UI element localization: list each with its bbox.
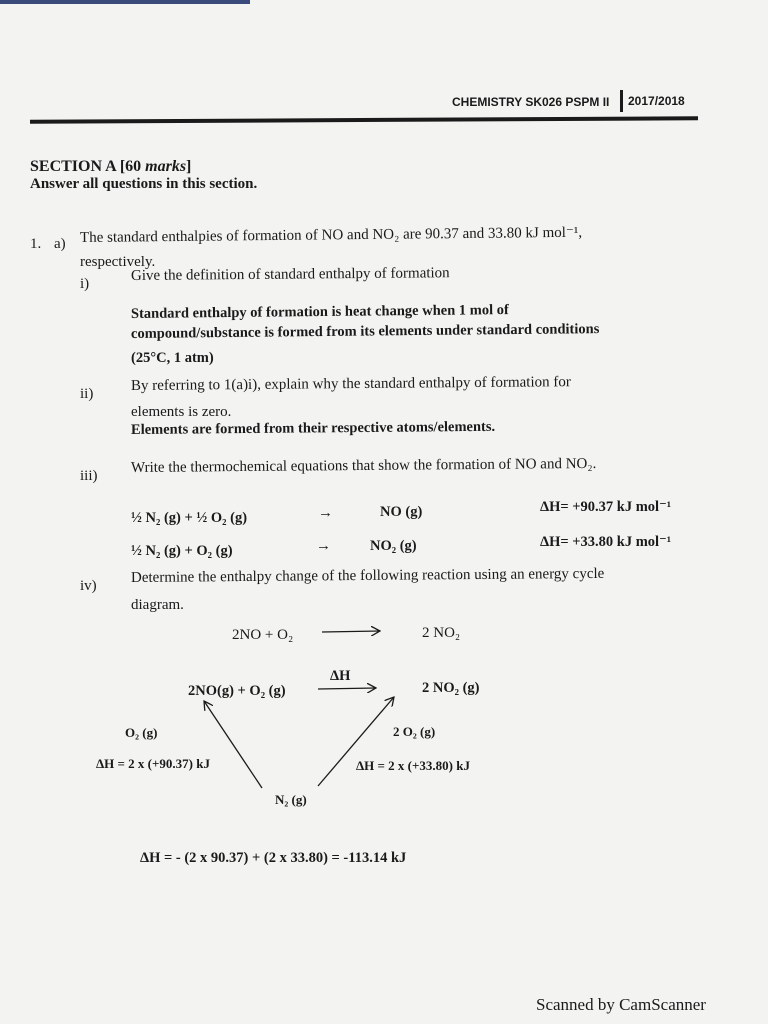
cycle-left-o2: O₂ (g) <box>125 725 158 740</box>
question-intro-cont: respectively. <box>80 254 156 270</box>
cycle-right-arrow <box>318 697 394 786</box>
cycle-right-dh: ΔH = 2 x (+33.80) kJ <box>356 758 470 773</box>
reaction-left: 2NO + O₂ <box>232 627 294 643</box>
sub-label-iv: iv) <box>80 578 97 594</box>
eq1-product: NO (g) <box>380 504 423 520</box>
cycle-dh-arrow <box>318 688 376 689</box>
question-part: a) <box>54 236 66 252</box>
sub-i-prompt: Give the definition of standard enthalpy of formation <box>130 265 450 284</box>
sub-ii-prompt-1: By referring to 1(a)i), explain why the standard enthalpy of formation for <box>130 374 571 394</box>
sub-ii-answer: Elements are formed from their respective atoms/elements. <box>130 418 496 438</box>
question-number: 1. <box>30 236 42 252</box>
cycle-top-left: 2NO(g) + O₂ (g) <box>188 683 286 699</box>
sub-iv-prompt-2: diagram. <box>131 597 184 613</box>
sub-label-ii: ii) <box>80 386 94 402</box>
sub-iii-prompt: Write the thermochemical equations that show the formation of NO and NO₂. <box>130 455 597 476</box>
sub-i-answer-2: compound/substance is formed from its elements under standard conditions <box>130 321 600 342</box>
eq2-enthalpy: ΔH= +33.80 kJ mol⁻¹ <box>540 534 672 550</box>
sub-label-i: i) <box>80 276 90 292</box>
cycle-dh-label: ΔH <box>330 668 351 684</box>
reaction-right: 2 NO₂ <box>422 625 461 641</box>
question-intro: The standard enthalpies of formation of NO and NO₂ are 90.37 and 33.80 kJ mol⁻¹, <box>79 224 583 246</box>
eq2-product: NO₂ (g) <box>370 538 417 554</box>
eq1-enthalpy: ΔH= +90.37 kJ mol⁻¹ <box>540 499 672 515</box>
final-enthalpy-answer: ΔH = - (2 x 90.37) + (2 x 33.80) = -113.14 kJ <box>140 850 407 866</box>
sub-iv-prompt-1: Determine the enthalpy change of the following reaction using an energy cycle <box>130 565 605 586</box>
cycle-left-dh: ΔH = 2 x (+90.37) kJ <box>96 756 210 771</box>
section-title: SECTION A [60 marks] <box>30 158 192 175</box>
cycle-right-o2: 2 O₂ (g) <box>393 724 436 739</box>
eq2-arrow: → <box>316 538 331 554</box>
sub-i-answer-1: Standard enthalpy of formation is heat change when 1 mol of <box>130 302 509 322</box>
cycle-left-arrow <box>204 701 262 788</box>
session-header: 2017/2018 <box>628 94 685 108</box>
cycle-top-right: 2 NO₂ (g) <box>422 680 480 696</box>
scanner-watermark: Scanned by CamScanner <box>536 995 706 1014</box>
eq2-reactants: ½ N₂ (g) + O₂ (g) <box>131 543 233 559</box>
course-header: CHEMISTRY SK026 PSPM II <box>452 95 610 109</box>
sub-i-answer-3: (25°C, 1 atm) <box>131 350 214 366</box>
sub-ii-prompt-2: elements is zero. <box>131 404 232 420</box>
eq1-arrow: → <box>318 505 333 521</box>
eq1-reactants: ½ N₂ (g) + ½ O₂ (g) <box>131 510 248 526</box>
sub-label-iii: iii) <box>80 468 98 484</box>
reaction-arrow <box>322 631 380 632</box>
cycle-bottom: N₂ (g) <box>275 792 307 807</box>
section-instruction: Answer all questions in this section. <box>30 176 258 192</box>
